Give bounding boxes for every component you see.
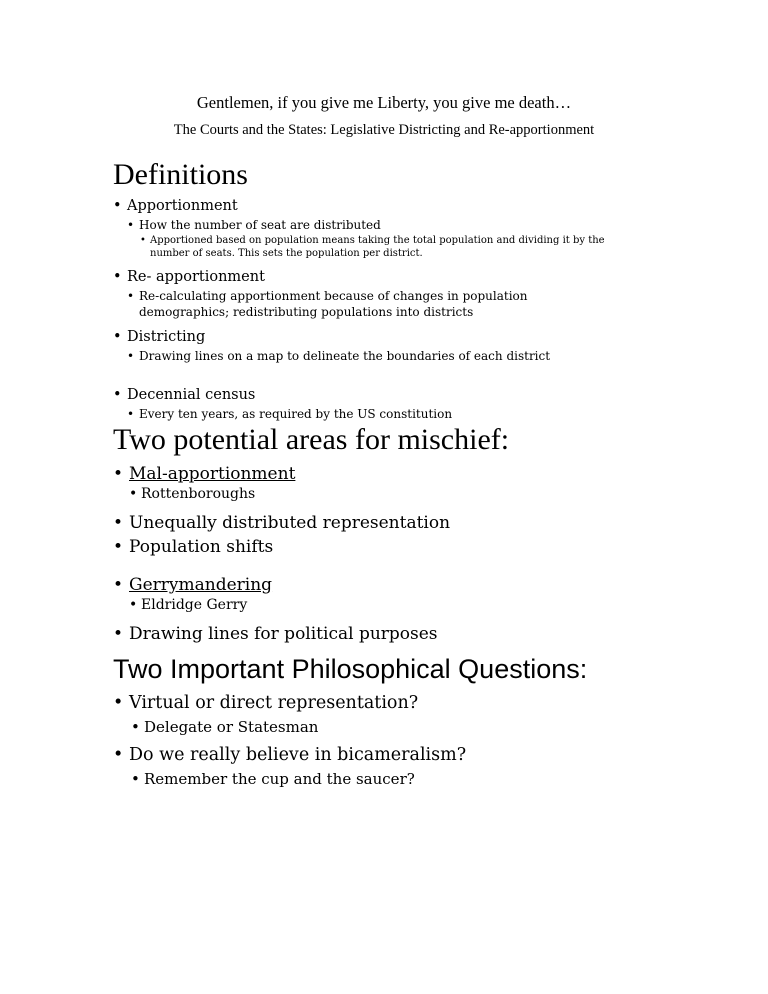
bullet-icon: •: [113, 537, 124, 557]
mal-apportionment-label: Mal-apportionment: [129, 464, 296, 484]
question-text: Virtual or direct representation?: [129, 692, 419, 713]
question-text: Do we really believe in bicameralism?: [129, 744, 467, 765]
item-text: Unequally distributed representation: [129, 513, 451, 533]
term-reapportionment: Re- apportionment: [127, 269, 265, 285]
list-item: [131, 717, 713, 737]
bullet-icon: •: [113, 329, 122, 345]
subtitle: The Courts and the States: Legislative Districting and Re-apportionment: [173, 122, 595, 138]
list-item: [113, 574, 713, 596]
bullet-icon: •: [127, 407, 135, 421]
list-item: [113, 692, 713, 715]
bullet-icon: •: [131, 769, 140, 788]
definitions-list: [113, 197, 713, 422]
term-apportionment: Apportionment: [127, 198, 238, 214]
mischief-section: [113, 423, 713, 645]
tagline: Gentlemen, if you give me Liberty, you give me death…: [196, 93, 572, 112]
mischief-list: [113, 463, 713, 645]
questions-section: [113, 655, 713, 789]
list-item: [127, 406, 713, 422]
bullet-icon: •: [113, 575, 124, 595]
list-item: [113, 536, 713, 558]
list-item: [113, 197, 713, 215]
bullet-icon: •: [113, 624, 124, 644]
list-item: [113, 744, 713, 767]
bullet-icon: •: [113, 198, 122, 214]
sub-item-text: Eldridge Gerry: [141, 597, 248, 613]
sub-item-text: Delegate or Statesman: [144, 717, 319, 736]
questions-list: [113, 692, 713, 789]
list-item: [113, 623, 713, 645]
bullet-icon: •: [113, 464, 124, 484]
gerrymandering-label: Gerrymandering: [129, 575, 273, 595]
bullet-icon: •: [113, 269, 122, 285]
definition-text: Re-calculating apportionment because of changes in population demographics; redistributing populations into districts: [139, 289, 528, 319]
questions-heading: Two Important Philosophical Questions:: [113, 654, 588, 684]
list-item: [127, 288, 619, 320]
bullet-icon: •: [127, 218, 135, 232]
bullet-icon: •: [127, 289, 135, 303]
bullet-icon: •: [140, 235, 146, 246]
term-decennial-census: Decennial census: [127, 387, 256, 403]
item-text: Drawing lines for political purposes: [129, 624, 438, 644]
bullet-icon: •: [113, 744, 124, 765]
list-item: [113, 512, 713, 534]
definition-text: Drawing lines on a map to delineate the boundaries of each district: [139, 349, 551, 363]
bullet-icon: •: [113, 513, 124, 533]
definitions-heading: Definitions: [113, 158, 248, 191]
item-text: Population shifts: [129, 537, 274, 557]
list-item: [127, 348, 713, 364]
bullet-icon: •: [131, 717, 140, 736]
list-item: [127, 217, 713, 233]
list-item: [113, 328, 713, 346]
list-item: [129, 596, 713, 614]
list-item: [140, 234, 620, 260]
definitions-section: [113, 158, 713, 422]
list-item: [113, 268, 713, 286]
sub-item-text: Remember the cup and the saucer?: [144, 769, 415, 788]
bullet-icon: •: [127, 349, 135, 363]
bullet-icon: •: [113, 692, 124, 713]
bullet-icon: •: [129, 486, 138, 502]
definition-text: Every ten years, as required by the US constitution: [139, 407, 453, 421]
definition-text: How the number of seat are distributed: [139, 218, 381, 232]
list-item: [131, 769, 713, 789]
term-districting: Districting: [127, 329, 206, 345]
bullet-icon: •: [129, 597, 138, 613]
definition-detail: Apportioned based on population means taking the total population and dividing it by the number of seats. This sets the population per district.: [150, 235, 605, 259]
list-item: [113, 463, 713, 485]
sub-item-text: Rottenboroughs: [141, 486, 256, 502]
list-item: [129, 485, 713, 503]
mischief-heading: Two potential areas for mischief:: [113, 423, 510, 456]
bullet-icon: •: [113, 387, 122, 403]
list-item: [113, 386, 713, 404]
